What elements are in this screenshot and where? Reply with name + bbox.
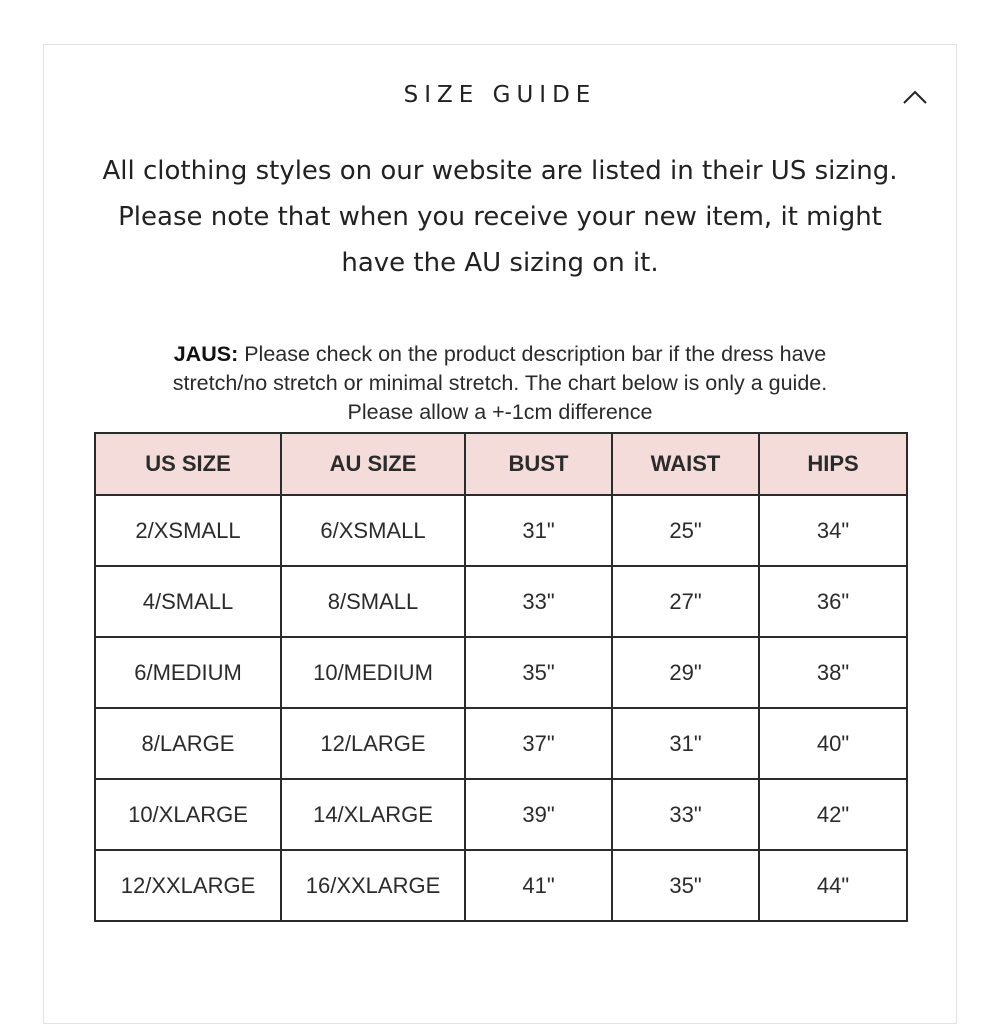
fit-note (95, 340, 905, 427)
fit-note-line-1: Please check on the product description bar if the dress have (244, 342, 827, 366)
fit-note-line-2: stretch/no stretch or minimal stretch. The chart below is only a guide. (172, 371, 828, 395)
cell-us-size: 4/SMALL (95, 566, 281, 637)
header-waist: WAIST (612, 433, 759, 495)
cell-waist: 33" (612, 779, 759, 850)
cell-hips: 42" (759, 779, 907, 850)
cell-au-size: 16/XXLARGE (281, 850, 465, 921)
cell-hips: 44" (759, 850, 907, 921)
header-us-size: US SIZE (95, 433, 281, 495)
table-row (95, 566, 907, 637)
cell-waist: 31" (612, 708, 759, 779)
cell-waist: 25" (612, 495, 759, 566)
chevron-up-icon[interactable] (900, 82, 930, 112)
cell-au-size: 8/SMALL (281, 566, 465, 637)
header-hips: HIPS (759, 433, 907, 495)
cell-us-size: 12/XXLARGE (95, 850, 281, 921)
cell-hips: 40" (759, 708, 907, 779)
size-guide-title: SIZE GUIDE (403, 82, 597, 108)
table-row (95, 850, 907, 921)
cell-us-size: 8/LARGE (95, 708, 281, 779)
cell-us-size: 10/XLARGE (95, 779, 281, 850)
table-row (95, 779, 907, 850)
cell-au-size: 12/LARGE (281, 708, 465, 779)
cell-us-size: 2/XSMALL (95, 495, 281, 566)
table-row (95, 708, 907, 779)
cell-hips: 34" (759, 495, 907, 566)
cell-bust: 33" (465, 566, 612, 637)
cell-bust: 37" (465, 708, 612, 779)
cell-au-size: 14/XLARGE (281, 779, 465, 850)
cell-us-size: 6/MEDIUM (95, 637, 281, 708)
cell-hips: 38" (759, 637, 907, 708)
cell-bust: 35" (465, 637, 612, 708)
cell-waist: 35" (612, 850, 759, 921)
cell-bust: 39" (465, 779, 612, 850)
sizing-intro-text: All clothing styles on our website are listed in their US sizing. Please note that when you receive your new item, it might have the AU sizing on it. (102, 156, 898, 278)
table-row (95, 637, 907, 708)
cell-waist: 27" (612, 566, 759, 637)
cell-bust: 41" (465, 850, 612, 921)
fit-note-line-3: Please allow a +-1cm difference (347, 400, 653, 424)
fit-note-label: JAUS: (173, 342, 239, 366)
size-chart-table (94, 432, 908, 922)
header-au-size: AU SIZE (281, 433, 465, 495)
header-bust: BUST (465, 433, 612, 495)
cell-au-size: 10/MEDIUM (281, 637, 465, 708)
table-row (95, 495, 907, 566)
cell-waist: 29" (612, 637, 759, 708)
cell-bust: 31" (465, 495, 612, 566)
table-header-row (95, 433, 907, 495)
cell-hips: 36" (759, 566, 907, 637)
cell-au-size: 6/XSMALL (281, 495, 465, 566)
